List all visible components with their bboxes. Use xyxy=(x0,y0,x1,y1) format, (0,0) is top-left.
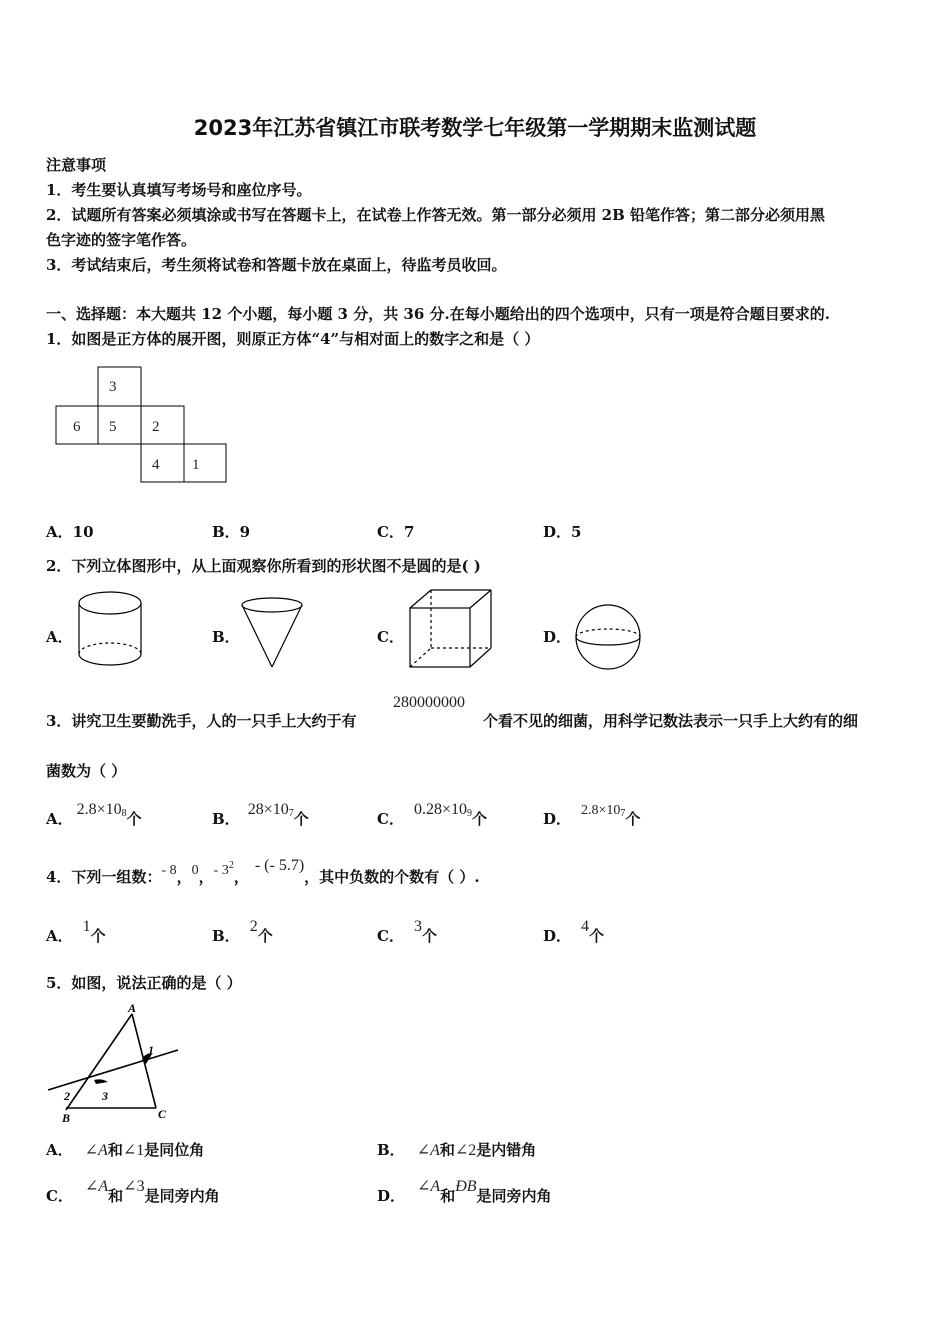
question-3-stem: 3．讲究卫生要勤洗手，人的一只手上大约于有 xyxy=(46,712,357,730)
option-c[interactable]: C． xyxy=(377,628,404,646)
question-3-stem-end: 菌数为（ ） xyxy=(46,762,127,780)
vertex-label: A xyxy=(128,1001,137,1015)
vertex-label: C xyxy=(158,1107,167,1121)
option-b[interactable]: B．$28\times 10^7$个 xyxy=(212,801,309,828)
cube-figure xyxy=(407,588,497,672)
vertex-label: B xyxy=(62,1111,71,1125)
option-d[interactable]: D．5 xyxy=(543,523,582,541)
question-3-stem-cont: 个看不见的细菌，用科学记数法表示一只手上大约有的细 xyxy=(483,712,859,730)
notice-item: 3．考试结束后，考生须将试卷和答题卡放在桌面上，待监考员收回。 xyxy=(46,256,507,274)
option-b[interactable]: B．2个 xyxy=(212,918,273,945)
option-a[interactable]: A． ∠A和∠1是同位角 xyxy=(46,1141,205,1159)
option-a[interactable]: A．$2.8\times 10^8$个 xyxy=(46,801,142,828)
net-face: 2 xyxy=(152,419,160,435)
option-a[interactable]: A． xyxy=(46,628,73,646)
question-5-stem: 5．如图，说法正确的是（ ） xyxy=(46,974,242,992)
triangle-figure xyxy=(46,1000,186,1125)
cylinder-figure xyxy=(76,590,146,672)
net-face: 4 xyxy=(152,457,160,473)
bacteria-count: 280000000 xyxy=(393,694,465,711)
angle-label: 2 xyxy=(64,1089,70,1103)
option-b[interactable]: B． ∠A和∠2是内错角 xyxy=(377,1141,537,1159)
option-b[interactable]: B． xyxy=(212,628,240,646)
cube-net-figure xyxy=(56,367,231,487)
question-4-stem: 4．下列一组数：- 8，0，- $3^2$，- (- 5.7)，其中负数的个数有（ ）. xyxy=(46,857,480,886)
option-b[interactable]: B．9 xyxy=(212,523,251,541)
net-face: 3 xyxy=(109,379,117,395)
option-c[interactable]: C．$0.28\times 10^9$个 xyxy=(377,801,487,828)
option-c[interactable]: C．∠A和∠3是同旁内角 xyxy=(46,1178,220,1205)
notice-heading: 注意事项 xyxy=(46,156,107,174)
sphere-figure xyxy=(573,602,645,674)
notice-item: 色字迹的签字笔作答。 xyxy=(46,231,197,249)
option-d[interactable]: D．4个 xyxy=(543,918,605,945)
net-face: 1 xyxy=(192,457,200,473)
angle-label: 1 xyxy=(148,1043,154,1057)
option-d[interactable]: D．∠A和ÐB是同旁内角 xyxy=(377,1178,552,1205)
option-c[interactable]: C．7 xyxy=(377,523,415,541)
option-a[interactable]: A．1个 xyxy=(46,918,106,945)
notice-item: 1．考生要认真填写考场号和座位序号。 xyxy=(46,181,312,199)
question-2-stem: 2．下列立体图形中，从上面观察你所看到的形状图不是圆的是( ) xyxy=(46,557,481,575)
option-c[interactable]: C．3个 xyxy=(377,918,437,945)
net-face: 6 xyxy=(73,419,81,435)
angle-label: 3 xyxy=(102,1089,108,1103)
option-d[interactable]: D． xyxy=(543,628,572,646)
option-a[interactable]: A．10 xyxy=(46,523,94,541)
cone-figure xyxy=(240,595,306,673)
page-title: 2023年江苏省镇江市联考数学七年级第一学期期末监测试题 xyxy=(193,116,757,140)
question-1-stem: 1．如图是正方体的展开图，则原正方体“4”与相对面上的数字之和是（ ） xyxy=(46,330,540,348)
notice-item: 2．试题所有答案必须填涂或书写在答题卡上，在试卷上作答无效。第一部分必须用 2B 铅笔作答；第二部分必须用黑 xyxy=(46,206,826,224)
option-d[interactable]: D． $2.8\times 10^7$个 xyxy=(543,803,641,828)
net-face: 5 xyxy=(109,419,117,435)
section-heading: 一、选择题：本大题共 12 个小题，每小题 3 分，共 36 分.在每小题给出的四个选项中，只有一项是符合题目要求的. xyxy=(46,305,830,323)
